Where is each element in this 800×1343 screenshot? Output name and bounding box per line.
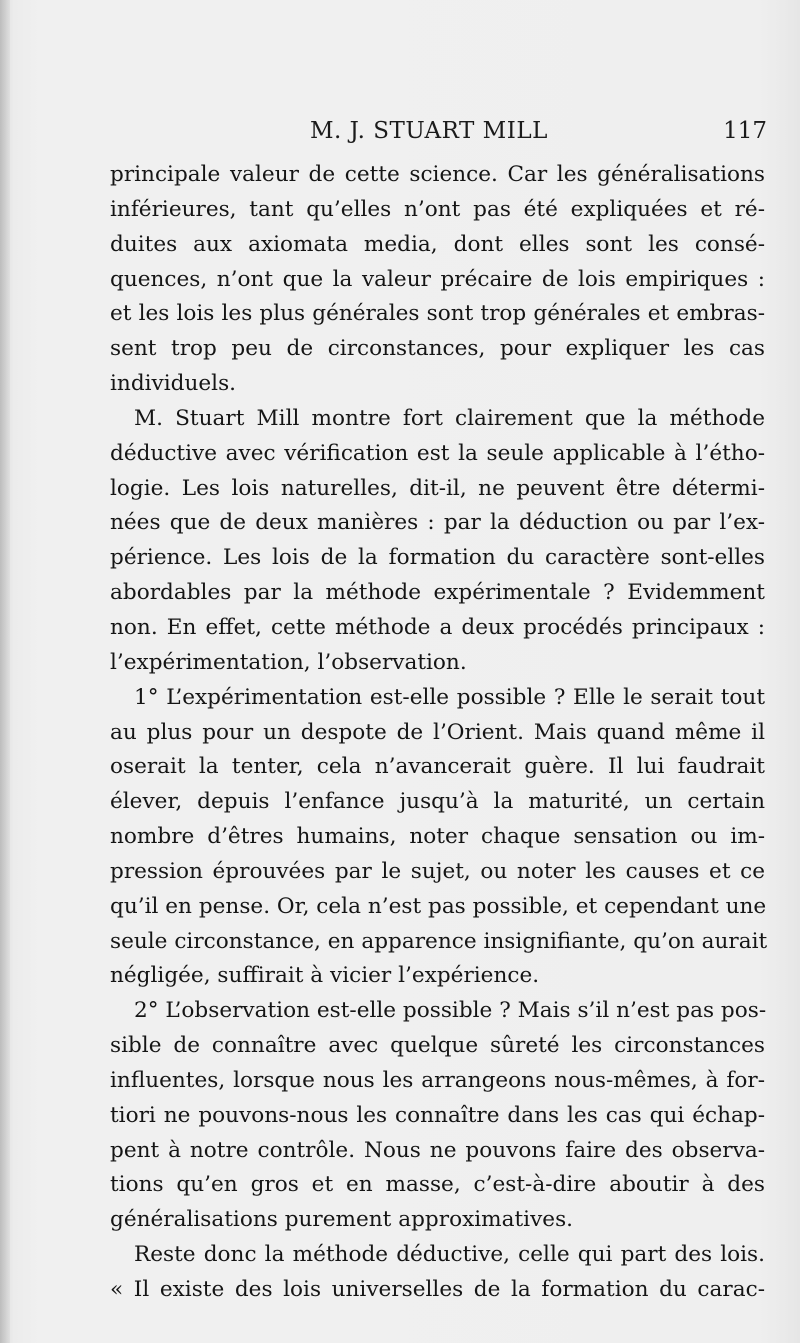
page-gutter-shadow	[0, 0, 10, 1343]
text-line: tions qu’en gros et en masse, c’est-à-dire aboutir à des	[110, 1172, 765, 1198]
page-number: 117	[723, 118, 767, 144]
text-line: abordables par la méthode expérimentale ? Evidemment	[110, 580, 765, 606]
text-line: inférieures, tant qu’elles n’ont pas été expliquées et ré-	[110, 196, 765, 222]
text-line: au plus pour un despote de l’Orient. Mais quand même il	[110, 719, 765, 745]
running-title: M. J. STUART MILL	[310, 118, 548, 144]
text-line: sible de connaître avec quelque sûreté les circonstances	[110, 1033, 765, 1059]
text-line: « Il existe des lois universelles de la formation du carac-	[110, 1277, 765, 1302]
text-line: pent à notre contrôle. Nous ne pouvons faire des observa-	[110, 1137, 765, 1163]
text-line: et les lois les plus générales sont trop générales et embras-	[110, 301, 765, 327]
text-line: sent trop peu de circonstances, pour expliquer les cas	[110, 336, 765, 362]
text-line: duites aux axiomata media, dont elles sont les consé-	[110, 231, 765, 257]
text-line: individuels.	[110, 371, 237, 397]
text-line: quences, n’ont que la valeur précaire de lois empiriques :	[110, 266, 765, 292]
text-line: négligée, suffirait à vicier l’expérience.	[110, 963, 540, 989]
body-text	[110, 158, 768, 1308]
text-line: principale valeur de cette science. Car les généralisations	[110, 162, 765, 187]
text-line: nées que de deux manières : par la déduction ou par l’ex-	[110, 510, 765, 536]
text-line: périence. Les lois de la formation du caractère sont-elles	[110, 545, 765, 571]
text-line: influentes, lorsque nous les arrangeons nous-mêmes, à for-	[110, 1067, 765, 1093]
text-line: Reste donc la méthode déductive, celle qui part des lois.	[134, 1242, 765, 1268]
text-line: logie. Les lois naturelles, dit-il, ne peuvent être détermi-	[110, 475, 765, 501]
text-line: l’expérimentation, l’observation.	[110, 649, 467, 675]
text-line: nombre d’êtres humains, noter chaque sensation ou im-	[110, 824, 765, 850]
text-line: M. Stuart Mill montre fort clairement que la méthode	[134, 405, 765, 431]
text-line: oserait la tenter, cela n’avancerait guère. Il lui faudrait	[110, 754, 765, 780]
text-line: élever, depuis l’enfance jusqu’à la maturité, un certain	[110, 789, 765, 815]
text-line: déductive avec vérification est la seule applicable à l’étho-	[110, 440, 765, 466]
text-line: 1° L’expérimentation est-elle possible ? Elle le serait tout	[134, 684, 765, 710]
text-line: pression éprouvées par le sujet, ou noter les causes et ce	[110, 858, 765, 884]
text-line: seule circonstance, en apparence insignifiante, qu’on aurait	[110, 928, 768, 954]
text-line: tiori ne pouvons-nous les connaître dans les cas qui échap-	[110, 1102, 765, 1128]
text-line: non. En effet, cette méthode a deux procédés principaux :	[110, 614, 765, 640]
text-line: qu’il en pense. Or, cela n’est pas possible, et cependant une	[110, 893, 767, 919]
text-line: généralisations purement approximatives.	[110, 1207, 574, 1233]
page-header	[110, 118, 765, 152]
text-line: 2° L’observation est-elle possible ? Mais s’il n’est pas pos-	[134, 998, 767, 1024]
